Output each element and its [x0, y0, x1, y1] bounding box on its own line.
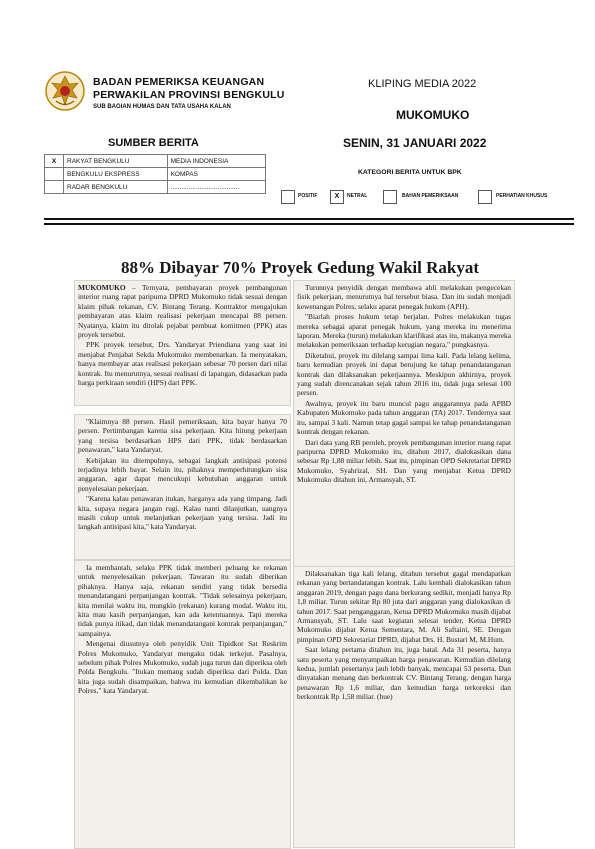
- article-paragraph: Ia membantah, selaku PPK tidak memberi peluang ke rekanan untuk menyelesaikan pekerjaan. Tawaran itu sudah diberikan pihaknya. Hanya saja, rekanan sendiri yang tidak bersedia menandatangani perpanjangan kontrak. "Tidak selesainya pekerjaan, kita menilai waktu itu, mungkin (rekanan) kurang modal. Waktu itu, kita mau kasih perpanjangan, kan ada ketentuannya. Tapi mereka tidak punya itikad, dan tidak menandatangani kontrak perpanjangan," sampainya.: [78, 563, 287, 638]
- category-label-khusus: PERHATIAN KHUSUS: [496, 193, 548, 199]
- org-name-line1: BADAN PEMERIKSA KEUANGAN: [93, 76, 265, 88]
- divider: [44, 218, 574, 220]
- category-title: KATEGORI BERITA UNTUK BPK: [358, 169, 462, 176]
- article-paragraph: Turunnya penyidik dengan membawa ahli melakukan pengecekan fisik pekerjaan, menurutnya hal tersebut biasa. Dan itu sudah menjadi kewenangan Polres, selaku aparat penegak hukum (APH).: [297, 283, 511, 311]
- source-name: MEDIA INDONESIA: [167, 155, 265, 168]
- article-paragraph: Diketahui, proyek itu dilelang sampai lima kali. Pada lelang kelima, baru kemudian proyek ini dapat berujung ke tahap penandatanganan kontrak dan dilaksanakan pekerjaannya. Meskipun akhirnya, proyek yang sudah direncanakan sejak tahun 2016 itu, tidak juga selesai 100 persen.: [297, 350, 511, 398]
- publication-date: SENIN, 31 JANUARI 2022: [343, 136, 487, 150]
- source-name: RADAR BENGKULU: [64, 181, 168, 194]
- article-clip-col2-bottom: [293, 566, 515, 848]
- source-name: BENGKULU EKSPRESS: [64, 168, 168, 181]
- source-name: KOMPAS: [167, 168, 265, 181]
- source-table: [44, 154, 266, 194]
- article-paragraph: "Karena kalau penawaran itukan, harganya ada yang timpang. Jadi kita, supaya negara jangan rugi. Kalau nanti dilanjutkan, uangnya masih cukup untuk melanjutkan pekerjaan yang tersisa. Jadi itu langkah antisipasi kita," kata Yandaryat.: [78, 494, 287, 532]
- article-clip-col2-top: [293, 280, 515, 570]
- article-paragraph: Mengenai diusutnya oleh penyidik Unit Tipidkor Sat Reskrim Polres Mukomuko, Yandaryat mengaku tidak terkejut. Pasalnya, sebelum pihak Polres Mukomuko, sudah juga turun dan diperiksa oleh Polda Bengkulu. "Itukan memang sudah diperiksa dari Polda. Dan kita juga sudah disampaikan, bahwa itu kemudian dikembalikan ke Polres," kata Yandaryat.: [78, 639, 287, 696]
- source-name: ......................................: [167, 181, 265, 194]
- source-check: X: [45, 155, 64, 168]
- category-label-positif: POSITIF: [298, 193, 318, 199]
- article-paragraph: MUKOMUKO – Ternyata, pembayaran proyek pembangunan interior ruang rapat paripurna DPRD Mukomuko tidak sesuai dengan klaim pihak rekanan, CV. Bintang Terang. Kontraktor mengajukan pembayaran atas klaim realisasi pekerjaan mencapai 88 persen. Nyatanya, klaim itu ditolak pejabat pembuat komitmen (PPK) atas proyek tersebut.: [78, 283, 287, 340]
- kliping-title: KLIPING MEDIA 2022: [368, 78, 477, 90]
- category-checkbox-positif: [281, 190, 295, 204]
- source-name: RAKYAT BENGKULU: [64, 155, 168, 168]
- article-paragraph: Saat lelang pertama ditahun itu, juga batal. Ada 31 peserta, hanya satu peserta yang menyampaikan harga penawaran. Kemudian dilelang kedua, jumlah pesertanya jauh lebih banyak, mencapai 53 peserta. Dan dinyatakan menang dan berkontrak CV. Bintang Terang, dengan harga penawaran Rp 1,6 miliar, dan kemudian harga terkoreksi dan berkontrak Rp 1,58 miliar. (hue): [297, 645, 511, 702]
- category-label-netral: NETRAL: [347, 193, 368, 199]
- divider: [44, 223, 574, 225]
- region-title: MUKOMUKO: [396, 108, 470, 122]
- article-paragraph: Awalnya, proyek itu baru muncul pagu anggarannya pada APBD Kabupaten Mukomuko pada tahun anggaran (TA) 2017. Tendernya saat itu, sampai 3 kali. Namun tetap gagal sampai ke tahap penandatanganan kontrak dengan rekanan.: [297, 398, 511, 437]
- article-headline: 88% Dibayar 70% Proyek Gedung Wakil Rakyat: [121, 258, 479, 277]
- category-checkbox-netral: X: [330, 190, 344, 204]
- source-check: [45, 181, 64, 194]
- article-paragraph: PPK proyek tersebut, Drs. Yandaryat Priendiana yang saat ini menjabat Penjabat Sekda Mukomuko membenarkan. Ia menyatakan, hanya membayar atas realisasi pekerjaan sebesar 70 persen dari nilai kontrak. Itu menurutnya, sesuai realisasi di lapangan, didasarkan pada harga perkiraan sendiri (HPS) dari PPK.: [78, 340, 287, 388]
- article-paragraph: "Klaimnya 88 persen. Hasil pemeriksaan, kita bayar hanya 70 persen. Pertimbangan karena sisa pekerjaan. Kita hitung pekerjaan yang tersisa berdasarkan HPS dari PPK, tidak berdasarkan penawaran," kata Yandaryat.: [78, 417, 287, 455]
- article-clip-col1-bottom: [74, 560, 291, 849]
- source-check: [45, 168, 64, 181]
- article-paragraph: Dilaksanakan tiga kali lelang, ditahun tersebut gagal mendapatkan rekanan yang bertandatangan kontrak. Lalu kembali dialokasikan tahun anggaran 2019, dengan pagu dana berkurang sedikit, menjadi hanya Rp 1,8 miliar. Turun sekitar Rp 80 juta dari anggaran yang dialokasikan di tahun 2017. Saat penganggaran, Ketua DPRD Mukomuko masih dijabat Armansyah, ST. Lalu saat kegiatan selesai tender, Ketua DPRD Mukomuko dijabat Ketua Sementara, M. Ali Saftaini, SE. Dengan pimpinan OPD Sekretariat DPRD, dijabat Drs. H. Bustari M, M.Hum.: [297, 569, 511, 644]
- article-paragraph: Dari data yang RB peroleh, proyek pembangunan interior ruang rapat paripurna DPRD Mukomuko itu, ditahun 2017, dialokasikan dana sebesar Rp 1,88 miliar lebih. Saat itu, pimpinan OPD Sekretariat DPRD Mukomuko, Syahrizal, SH. Dan yang menjabat Ketua DPRD Mukomuko ditahun ini, Armansyah, ST.: [297, 437, 511, 485]
- org-name-line2: PERWAKILAN PROVINSI BENGKULU: [93, 89, 285, 101]
- org-subdivision: SUB BAGIAN HUMAS DAN TATA USAHA KALAN: [93, 104, 231, 110]
- bpk-logo-icon: [44, 70, 86, 112]
- source-title: SUMBER BERITA: [108, 137, 199, 149]
- source-row: [45, 168, 266, 181]
- article-paragraph: "Biarlah proses hukum tetap berjalan. Polres melakukan tugas mereka sebagai aparat penegak hukum, yang mereka itu menerima laporan. Mereka (turun) melakukan klarifikasi atas itu, makanya mereka melakukan pemeriksaan terhadap kerugian negara," pungkasnya.: [297, 312, 511, 350]
- category-checkbox-pemeriksaan: [383, 190, 397, 204]
- dateline: MUKOMUKO: [78, 283, 126, 292]
- category-checkbox-khusus: [478, 190, 492, 204]
- article-clip-col1-mid: [74, 414, 291, 560]
- article-paragraph: Kebijakan itu ditempuhnya, sebagai langkah antisipasi potensi terjadinya lebih bayar. Selain itu, pihaknya memperhitungkan sisa anggaran, agar dapat mencukupi kebutuhan anggaran untuk penyelesaian pekerjaan.: [78, 455, 287, 493]
- category-label-pemeriksaan: BAHAN PEMERIKSAAN: [402, 193, 459, 199]
- article-clip-col1-top: [74, 280, 291, 406]
- source-row: [45, 155, 266, 168]
- source-row: [45, 181, 266, 194]
